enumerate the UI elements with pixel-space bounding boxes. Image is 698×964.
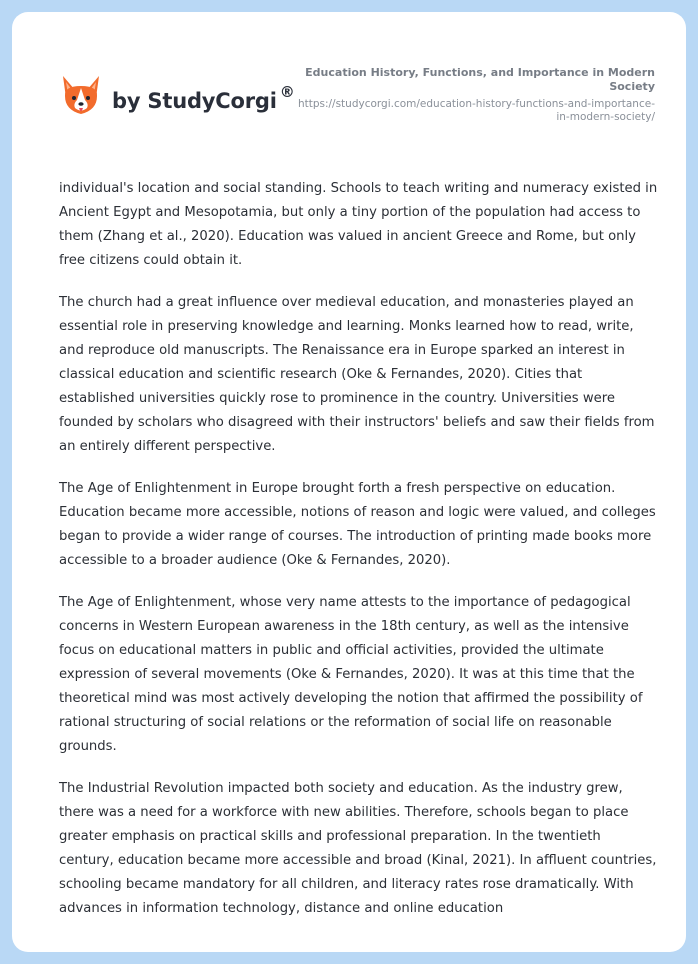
brand-name: by StudyCorgi ® xyxy=(112,83,295,113)
paragraph-4: The Age of Enlightenment, whose very name attests to the importance of pedagogical concerns in Western European awareness in the 18th century, as well as the intensive focus on educational matters in public and official activities, provided the ultimate expression of several movements (Oke & Fernandes, 2020). It was at this time that the theoretical mind was most actively developing the notion that affirmed the possibility of rational structuring of social relations or the reformation of social life on reasonable grounds. xyxy=(59,595,643,754)
document-body xyxy=(59,177,659,939)
registered-mark: ® xyxy=(279,83,295,101)
corgi-logo-icon xyxy=(60,74,102,120)
document-url[interactable]: https://studycorgi.com/education-history-functions-and-importance-in-modern-society/ xyxy=(297,98,655,123)
paragraph-5: The Industrial Revolution impacted both society and education. As the industry grew, there was a need for a workforce with new abilities. Therefore, schools began to place greater emphasis on practical skills and professional preparation. In the twentieth century, education became more accessible and broad (Kinal, 2021). In affluent countries, schooling became mandatory for all children, and literacy rates rose dramatically. With advances in information technology, distance and online education xyxy=(59,781,657,916)
paragraph-2: The church had a great influence over medieval education, and monasteries played an essential role in preserving knowledge and learning. Monks learned how to read, write, and reproduce old manuscripts. The Renaissance era in Europe sparked an interest in classical education and scientific research (Oke & Fernandes, 2020). Cities that established universities quickly rose to prominence in the country. Universities were founded by scholars who disagreed with their instructors' beliefs and saw their fields from an entirely different perspective. xyxy=(59,295,655,454)
document-header xyxy=(295,66,655,124)
paragraph-1: individual's location and social standing. Schools to teach writing and numeracy existed in Ancient Egypt and Mesopotamia, but only a tiny portion of the population had access to them (Zhang et al., 2020). Education was valued in ancient Greece and Rome, but only free citizens could obtain it. xyxy=(59,181,658,268)
studycorgi-logo[interactable] xyxy=(60,74,295,120)
paragraph-3: The Age of Enlightenment in Europe brought forth a fresh perspective on education. Education became more accessible, notions of reason and logic were valued, and colleges began to provide a wider range of courses. The introduction of printing made books more accessible to a broader audience (Oke & Fernandes, 2020). xyxy=(59,481,656,568)
document-page xyxy=(12,12,686,952)
document-title: Education History, Functions, and Importance in Modern Society xyxy=(305,66,655,93)
